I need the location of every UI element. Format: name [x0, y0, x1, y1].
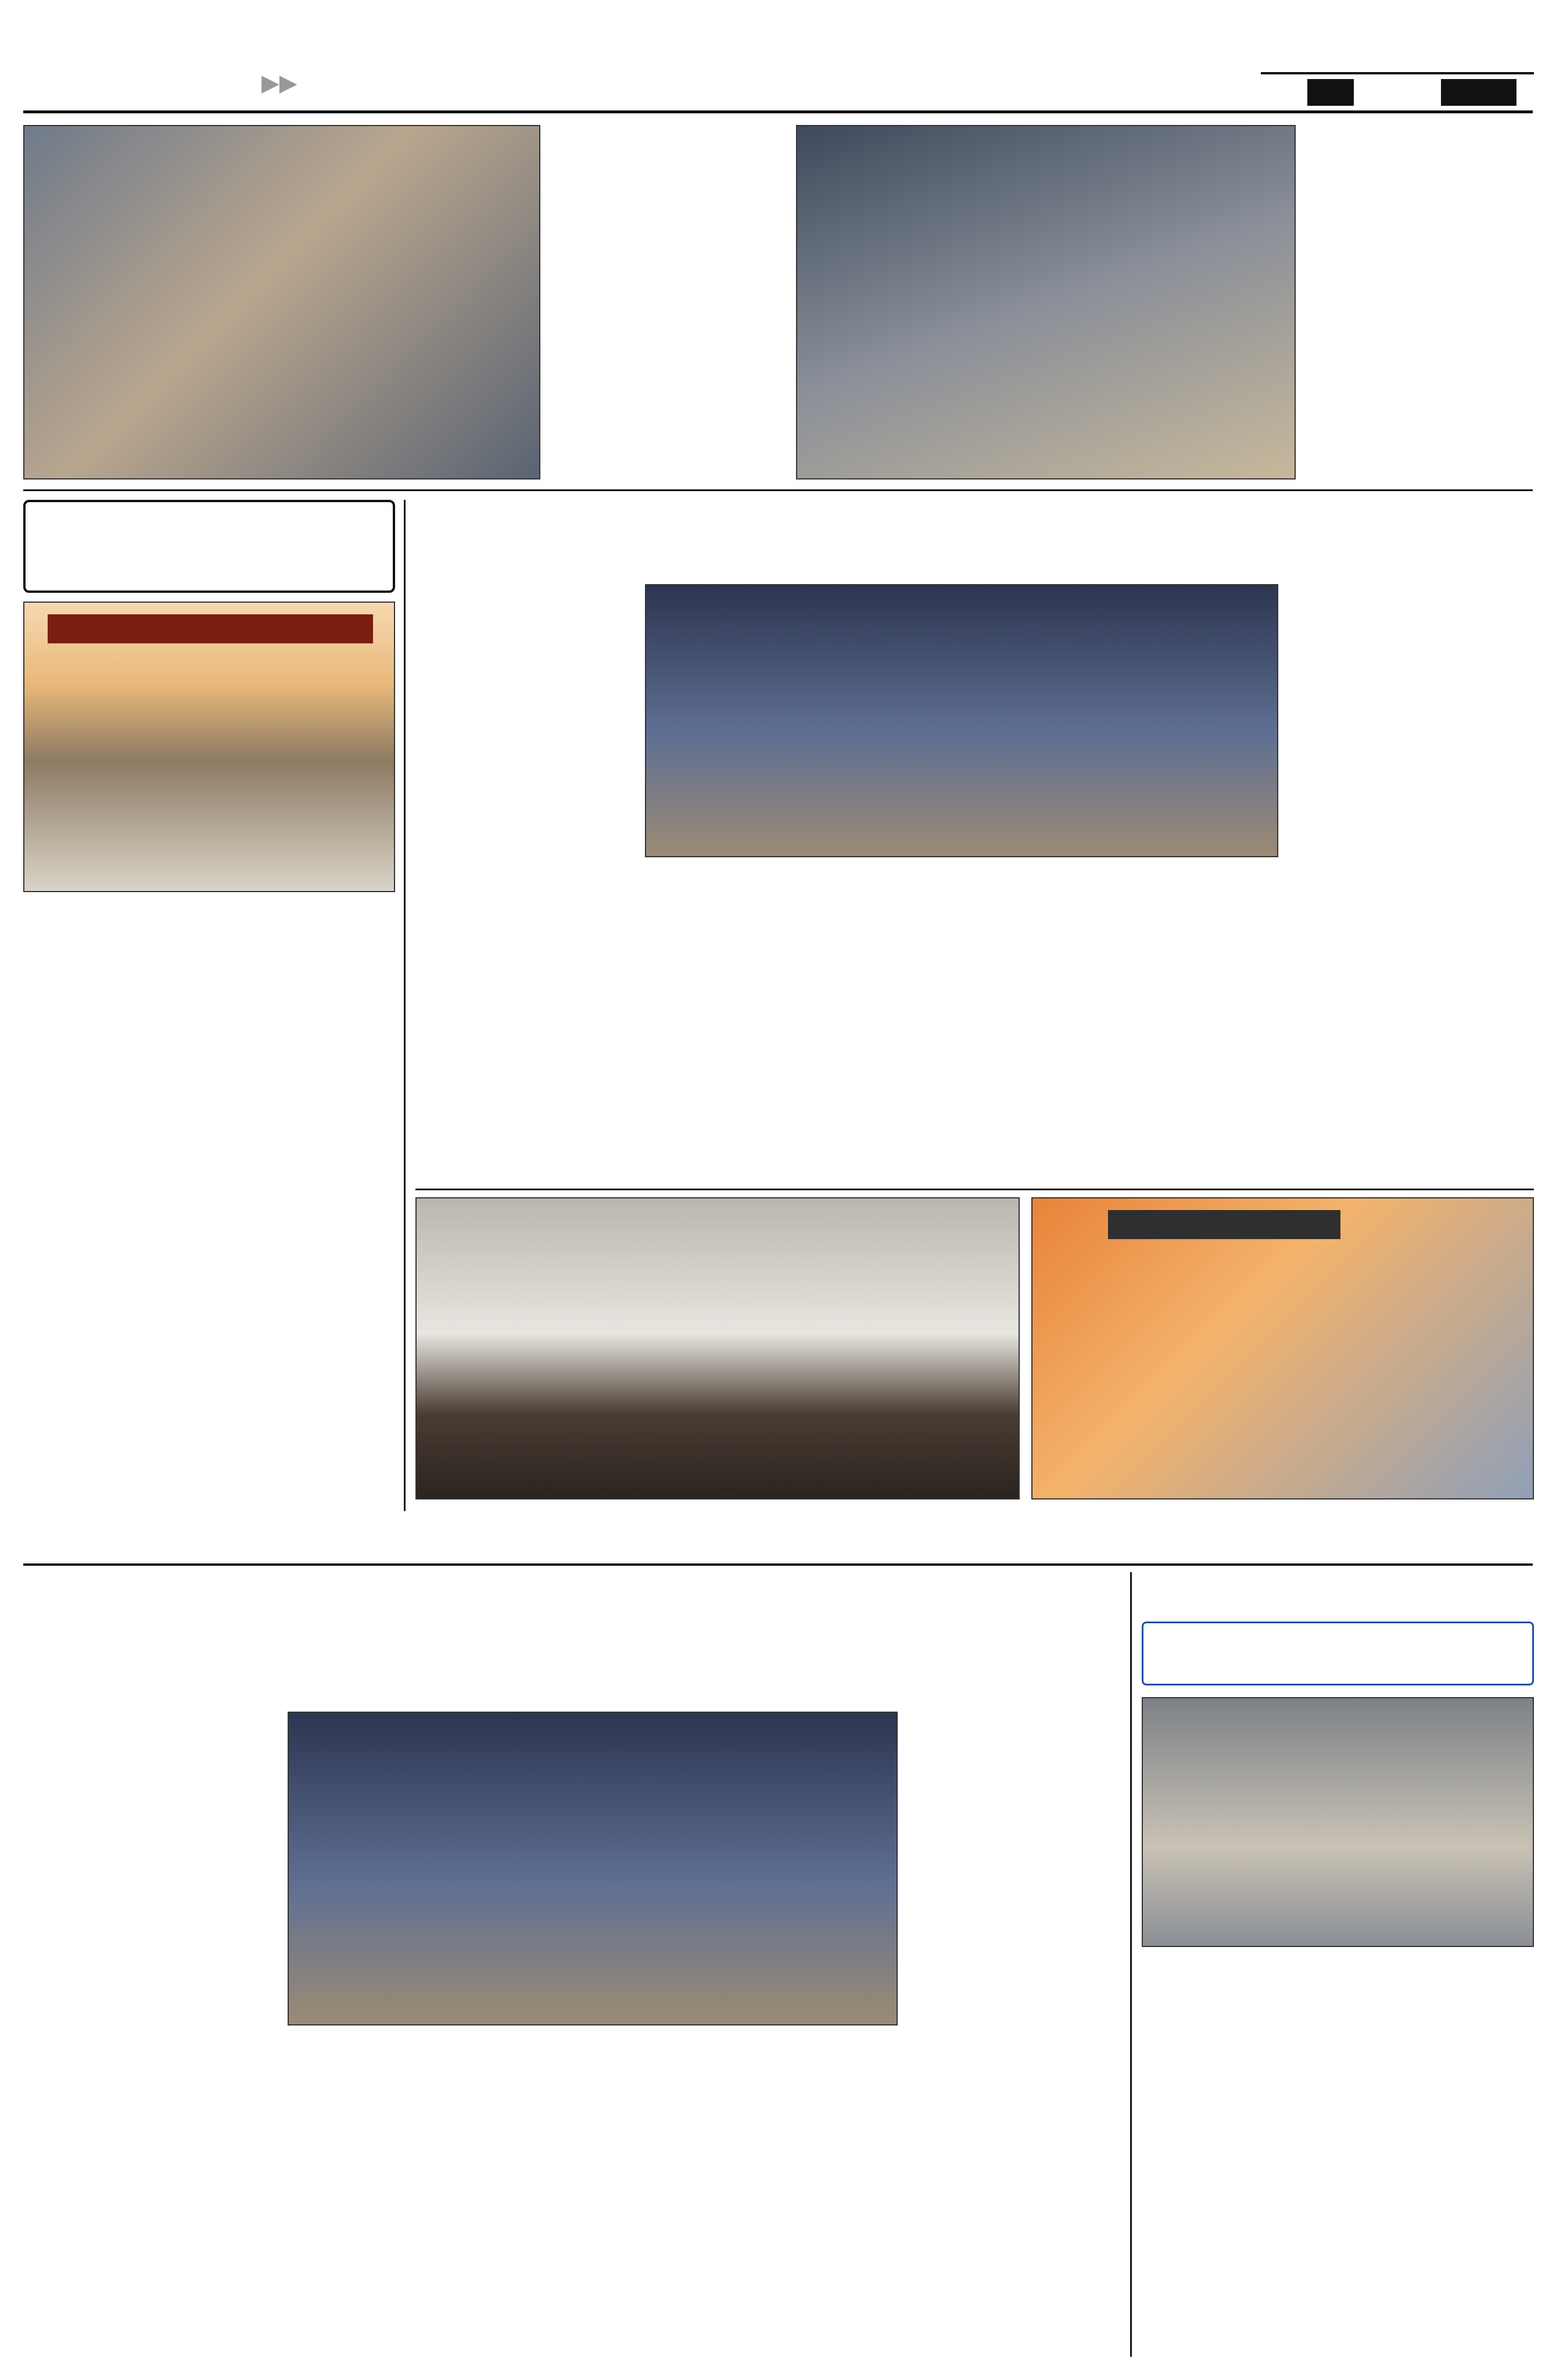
- date-year: [1441, 79, 1516, 106]
- chikka-col-1: [23, 1712, 279, 2357]
- dks-col-5: [1290, 584, 1534, 1183]
- date-block: [1261, 45, 1534, 109]
- dks-col-4: [1069, 866, 1278, 1183]
- cm-delegation-caption: [552, 125, 784, 479]
- chikka-col-2: [288, 2034, 898, 2357]
- dks-headline: [415, 497, 1534, 575]
- theatre-caption: [415, 1504, 1020, 1551]
- chikka-col-3: [909, 1712, 1121, 2357]
- chikka-headline-2: [23, 1636, 1121, 1700]
- tiger-headline-2: [1142, 1622, 1534, 1685]
- section-rule-2: [23, 1563, 1533, 1566]
- top-strip-rule: [23, 489, 1533, 491]
- cm-delegation-photo: [23, 125, 540, 479]
- kuruba-headline-box: [23, 500, 395, 593]
- chikka-tiger-rule: [1130, 1572, 1132, 2357]
- email-address[interactable]: [378, 70, 610, 99]
- elder-visit-photo: [796, 125, 1296, 479]
- tiger-headline-1: [1142, 1578, 1534, 1619]
- marathon-banner: [1108, 1210, 1340, 1239]
- dks-col-2: [645, 866, 842, 1183]
- marathon-photo: [1031, 1197, 1534, 1499]
- kuruba-column-rule: [404, 500, 406, 1511]
- theatre-photo: [415, 1197, 1020, 1499]
- date-day: [1307, 79, 1354, 106]
- kuruba-banner-2: [71, 649, 350, 684]
- elder-visit-caption: [1307, 125, 1534, 479]
- email-label: [288, 65, 369, 100]
- tiger-accused-photo: [1142, 1697, 1534, 1947]
- kuruba-meeting-photo: [23, 602, 395, 892]
- chikka-stage-photo: [288, 1712, 898, 2025]
- kuruba-banner-1: [48, 614, 373, 643]
- weekday: [1313, 45, 1476, 71]
- dks-col-1: [415, 584, 636, 1183]
- dks-stage-photo: [645, 584, 1278, 857]
- date-rule: [1261, 72, 1534, 74]
- kuruba-headline-2: [26, 549, 393, 587]
- marathon-caption: [1031, 1504, 1534, 1551]
- email-arrow-icon: ▶▶: [261, 70, 297, 96]
- dks-bottom-rule: [415, 1189, 1534, 1190]
- chikka-headline-1: [23, 1572, 1121, 1636]
- masthead-rule: [23, 110, 1533, 113]
- page-number: [23, 35, 81, 110]
- tiger-body: [1142, 1956, 1534, 2357]
- date-month: [1360, 79, 1435, 106]
- dks-col-3: [854, 866, 1057, 1183]
- kuruba-headline-1: [26, 508, 393, 546]
- kuruba-body: [23, 901, 395, 1505]
